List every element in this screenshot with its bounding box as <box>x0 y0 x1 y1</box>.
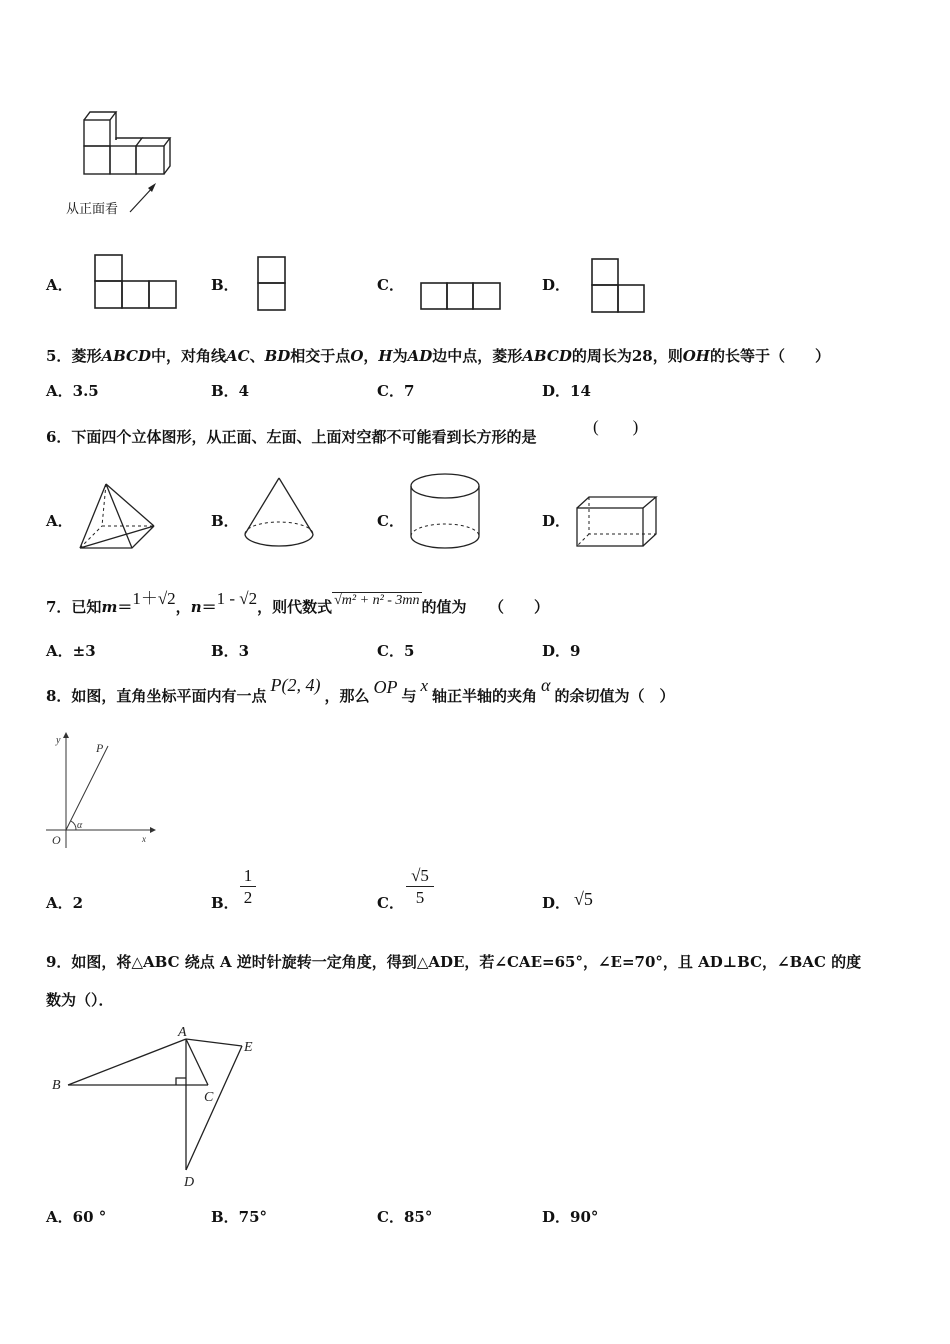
q8-option-b-fraction: 1 2 <box>240 866 256 909</box>
q7-stem: 7．已知m＝1＋√2，n＝1 - √2，则代数式 √m² + n² - 3mn 的值为 （ ） <box>46 589 550 616</box>
q4-option-a-view <box>94 254 178 316</box>
q4-figure-caption: 从正面看 <box>66 202 119 217</box>
q9-option-c: C．85° <box>377 1208 433 1226</box>
q9-option-a: A．60 ° <box>46 1208 107 1226</box>
q6-cone-figure <box>242 476 316 550</box>
q8-stem: 8．如图，直角坐标平面内有一点P(2, 4)，那么 OP 与x轴正半轴的夹角α的余切值为（ ） <box>46 675 675 705</box>
q7-n-value: 1 - √2 <box>216 589 258 608</box>
q7-expression: √m² + n² - 3mn <box>334 593 420 608</box>
q8-fig-o-label: O <box>52 833 61 847</box>
q9-option-d: D．90° <box>542 1208 599 1226</box>
q8-option-c: C． <box>377 894 404 912</box>
q8-fig-p-label: P <box>96 741 104 755</box>
q9-fig-a-label: A <box>178 1025 187 1040</box>
q8-x: x <box>420 676 429 695</box>
q9-triangle-figure <box>48 1022 268 1192</box>
q4-option-c: C． <box>377 276 404 294</box>
q8-fig-y-label: y <box>56 735 61 746</box>
q8-option-b: B． <box>211 894 239 912</box>
q5-option-b: B．4 <box>211 382 250 400</box>
q7-m-value: 1＋√2 <box>132 589 176 608</box>
q4-option-d-view <box>591 258 649 316</box>
q7-option-b: B．3 <box>211 642 250 660</box>
q7-option-a: A．±3 <box>46 642 96 660</box>
q6-option-c: C． <box>377 512 404 530</box>
q6-option-a: A． <box>46 512 73 530</box>
q6-pyramid-figure <box>78 482 160 550</box>
q6-stem: 6．下面四个立体图形，从正面、左面、上面对空都不可能看到长方形的是 <box>46 428 537 446</box>
q9-option-b: B．75° <box>211 1208 268 1226</box>
q8-option-c-fraction: √5 5 <box>406 866 434 909</box>
q6-option-d: D． <box>542 512 571 530</box>
q9-fig-d-label: D <box>184 1175 195 1190</box>
q8-option-d-value: √5 <box>574 889 593 909</box>
q4-option-b: B． <box>211 276 239 294</box>
q9-fig-e-label: E <box>244 1040 253 1055</box>
q4-option-b-view <box>257 256 287 312</box>
q8-option-a: A．2 <box>46 894 84 912</box>
q5-stem: 5．菱形ABCD中，对角线AC、BD相交于点O，H为AD边中点，菱形ABCD的周长为28，则OH的长等于（ ） <box>46 347 830 365</box>
q8-fig-x-label: x <box>142 834 146 844</box>
q9-stem-line2: 数为（）． <box>46 991 114 1009</box>
q4-option-a: A． <box>46 276 73 294</box>
q6-cuboid-figure <box>574 494 660 550</box>
q4-option-c-view <box>420 282 504 312</box>
q6-option-b: B． <box>211 512 239 530</box>
q5-option-d: D．14 <box>542 382 591 400</box>
q7-option-d: D．9 <box>542 642 581 660</box>
q9-fig-b-label: B <box>52 1078 61 1093</box>
q8-fig-alpha-label: α <box>77 820 83 831</box>
q6-answer-paren: ( ) <box>593 417 639 436</box>
q8-op: OP <box>373 677 398 697</box>
q5-option-c: C．7 <box>377 382 415 400</box>
q4-option-d: D． <box>542 276 571 294</box>
q7-option-c: C．5 <box>377 642 415 660</box>
q9-fig-c-label: C <box>204 1090 214 1105</box>
q6-cylinder-figure <box>407 472 483 552</box>
q8-point-p: P(2, 4) <box>270 675 321 695</box>
q8-alpha: α <box>541 675 551 695</box>
q5-option-a: A．3.5 <box>46 382 99 400</box>
q8-coordinate-figure <box>44 734 158 850</box>
q9-stem-line1: 9．如图，将△ABC 绕点 A 逆时针旋转一定角度，得到△ADE，若∠CAE=65°，∠E=70°，且 AD⊥BC，∠BAC 的度 <box>46 953 862 971</box>
q8-option-d: D． <box>542 894 571 912</box>
